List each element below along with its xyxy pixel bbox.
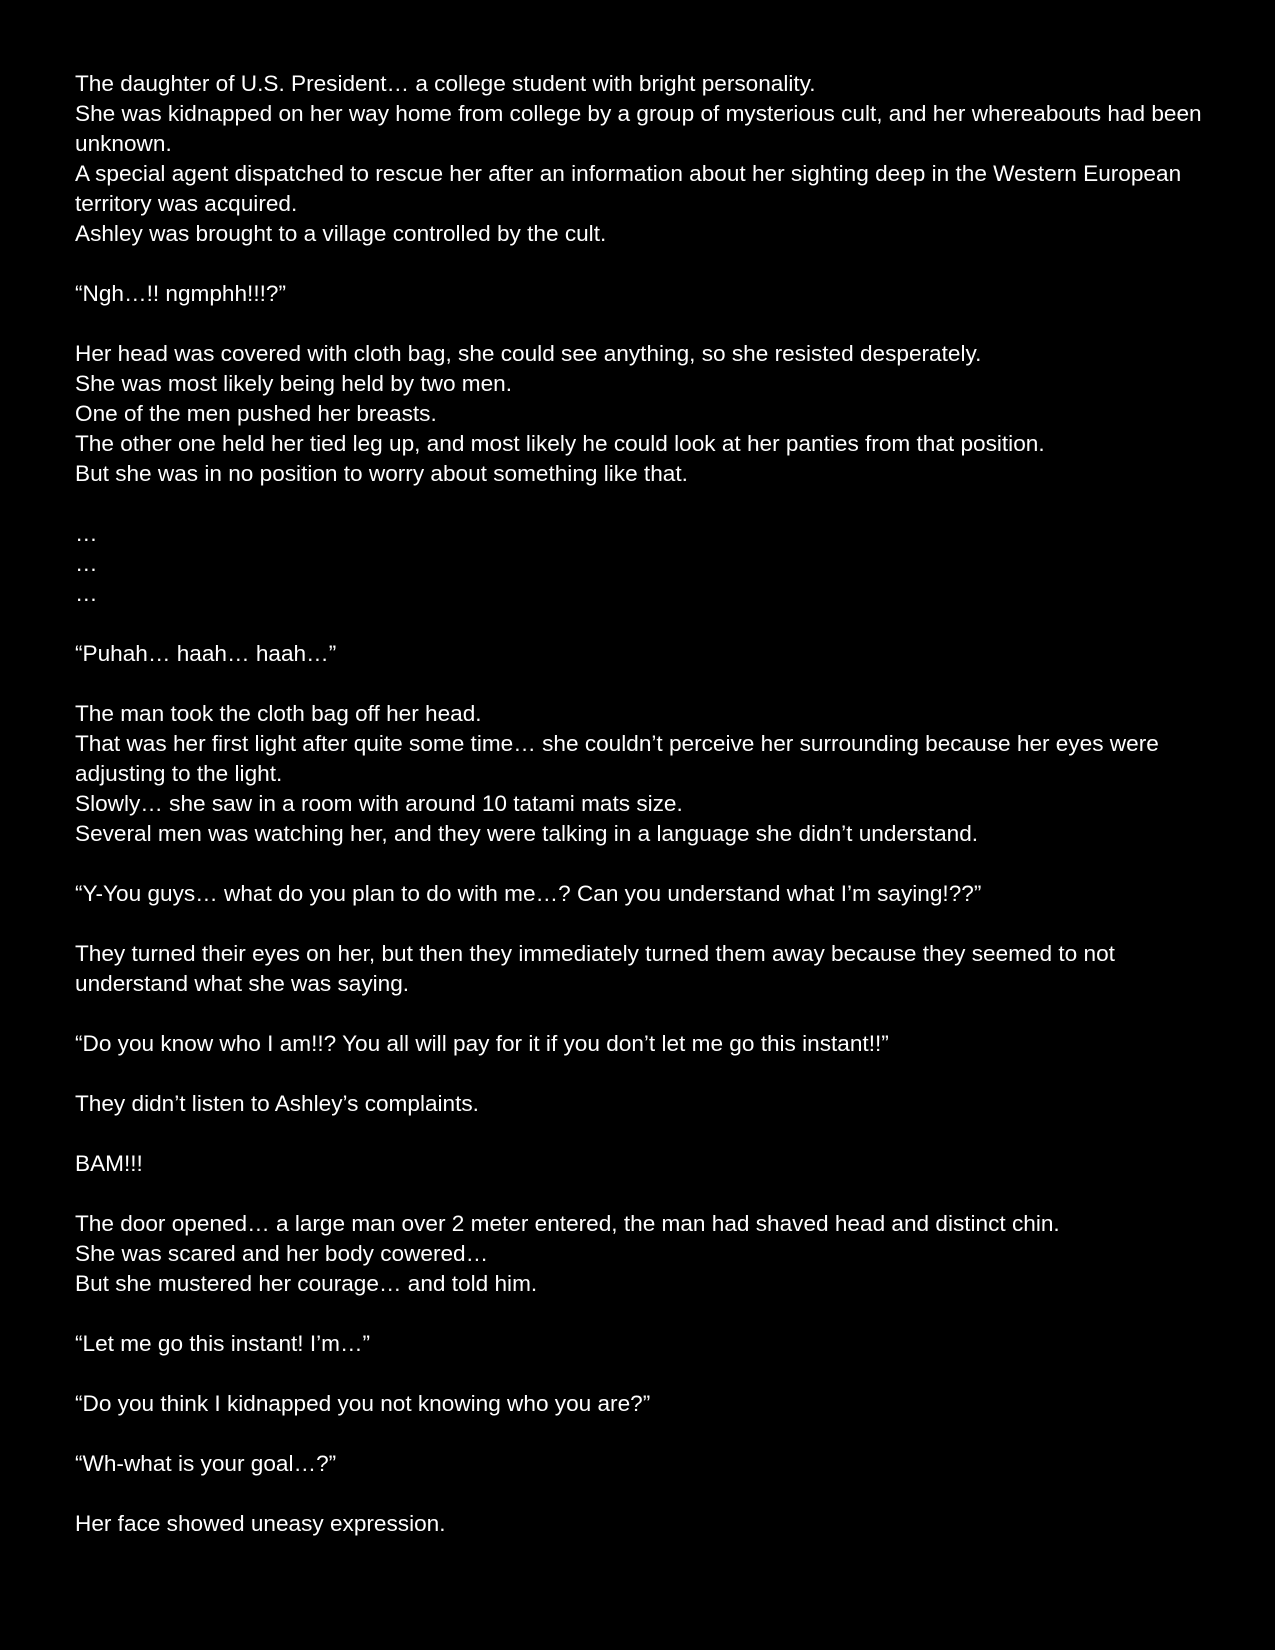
text-line: The door opened… a large man over 2 meter entered, the man had shaved head and distinct chin. (75, 1211, 1060, 1236)
text-line: The man took the cloth bag off her head. (75, 701, 482, 726)
text-line: Her face showed uneasy expression. (75, 1511, 446, 1536)
text-line: The daughter of U.S. President… a college student with bright personality. (75, 71, 816, 96)
text-line: “Ngh…!! ngmphh!!!?” (75, 281, 286, 306)
blank-line (75, 1119, 1205, 1149)
text-line: BAM!!! (75, 1151, 143, 1176)
text-line: They didn’t listen to Ashley’s complaints. (75, 1091, 479, 1116)
text-line: They turned their eyes on her, but then they immediately turned them away because they seemed to not understand what she was saying. (75, 941, 1115, 996)
blank-line (75, 249, 1205, 279)
text-line: “Let me go this instant! I’m…” (75, 1331, 371, 1356)
blank-line (75, 999, 1205, 1029)
blank-line (75, 609, 1205, 639)
text-line: “Y-You guys… what do you plan to do with me…? Can you understand what I’m saying!??” (75, 881, 982, 906)
text-line: She was most likely being held by two men. (75, 371, 513, 396)
blank-line (75, 1419, 1205, 1449)
text-line: “Puhah… haah… haah…” (75, 641, 337, 666)
blank-line (75, 309, 1205, 339)
text-line: … (75, 521, 98, 546)
text-line: Ashley was brought to a village controlled by the cult. (75, 221, 607, 246)
text-line: She was kidnapped on her way home from college by a group of mysterious cult, and her whereabouts had been unknown. (75, 101, 1202, 156)
blank-line (75, 1059, 1205, 1089)
blank-line (75, 489, 1205, 519)
text-line: “Do you know who I am!!? You all will pay for it if you don’t let me go this instant!!” (75, 1031, 889, 1056)
text-line: “Wh-what is your goal…?” (75, 1451, 337, 1476)
blank-line (75, 1359, 1205, 1389)
text-line: “Do you think I kidnapped you not knowing who you are?” (75, 1391, 651, 1416)
text-line: But she was in no position to worry about something like that. (75, 461, 688, 486)
blank-line (75, 849, 1205, 879)
blank-line (75, 669, 1205, 699)
text-line: One of the men pushed her breasts. (75, 401, 437, 426)
blank-line (75, 1479, 1205, 1509)
text-line: She was scared and her body cowered… (75, 1241, 489, 1266)
blank-line (75, 1299, 1205, 1329)
text-line: The other one held her tied leg up, and most likely he could look at her panties from that position. (75, 431, 1045, 456)
text-line: Her head was covered with cloth bag, she could see anything, so she resisted desperately. (75, 341, 982, 366)
text-line: But she mustered her courage… and told him. (75, 1271, 538, 1296)
text-line: … (75, 551, 98, 576)
text-line: Slowly… she saw in a room with around 10 tatami mats size. (75, 791, 683, 816)
text-line: That was her first light after quite some time… she couldn’t perceive her surrounding because her eyes were adjusting to the light. (75, 731, 1159, 786)
text-line: A special agent dispatched to rescue her after an information about her sighting deep in the Western European territory was acquired. (75, 161, 1182, 216)
story-text (75, 69, 1205, 1539)
blank-line (75, 909, 1205, 939)
text-line: Several men was watching her, and they were talking in a language she didn’t understand. (75, 821, 979, 846)
text-line: … (75, 581, 98, 606)
blank-line (75, 1179, 1205, 1209)
